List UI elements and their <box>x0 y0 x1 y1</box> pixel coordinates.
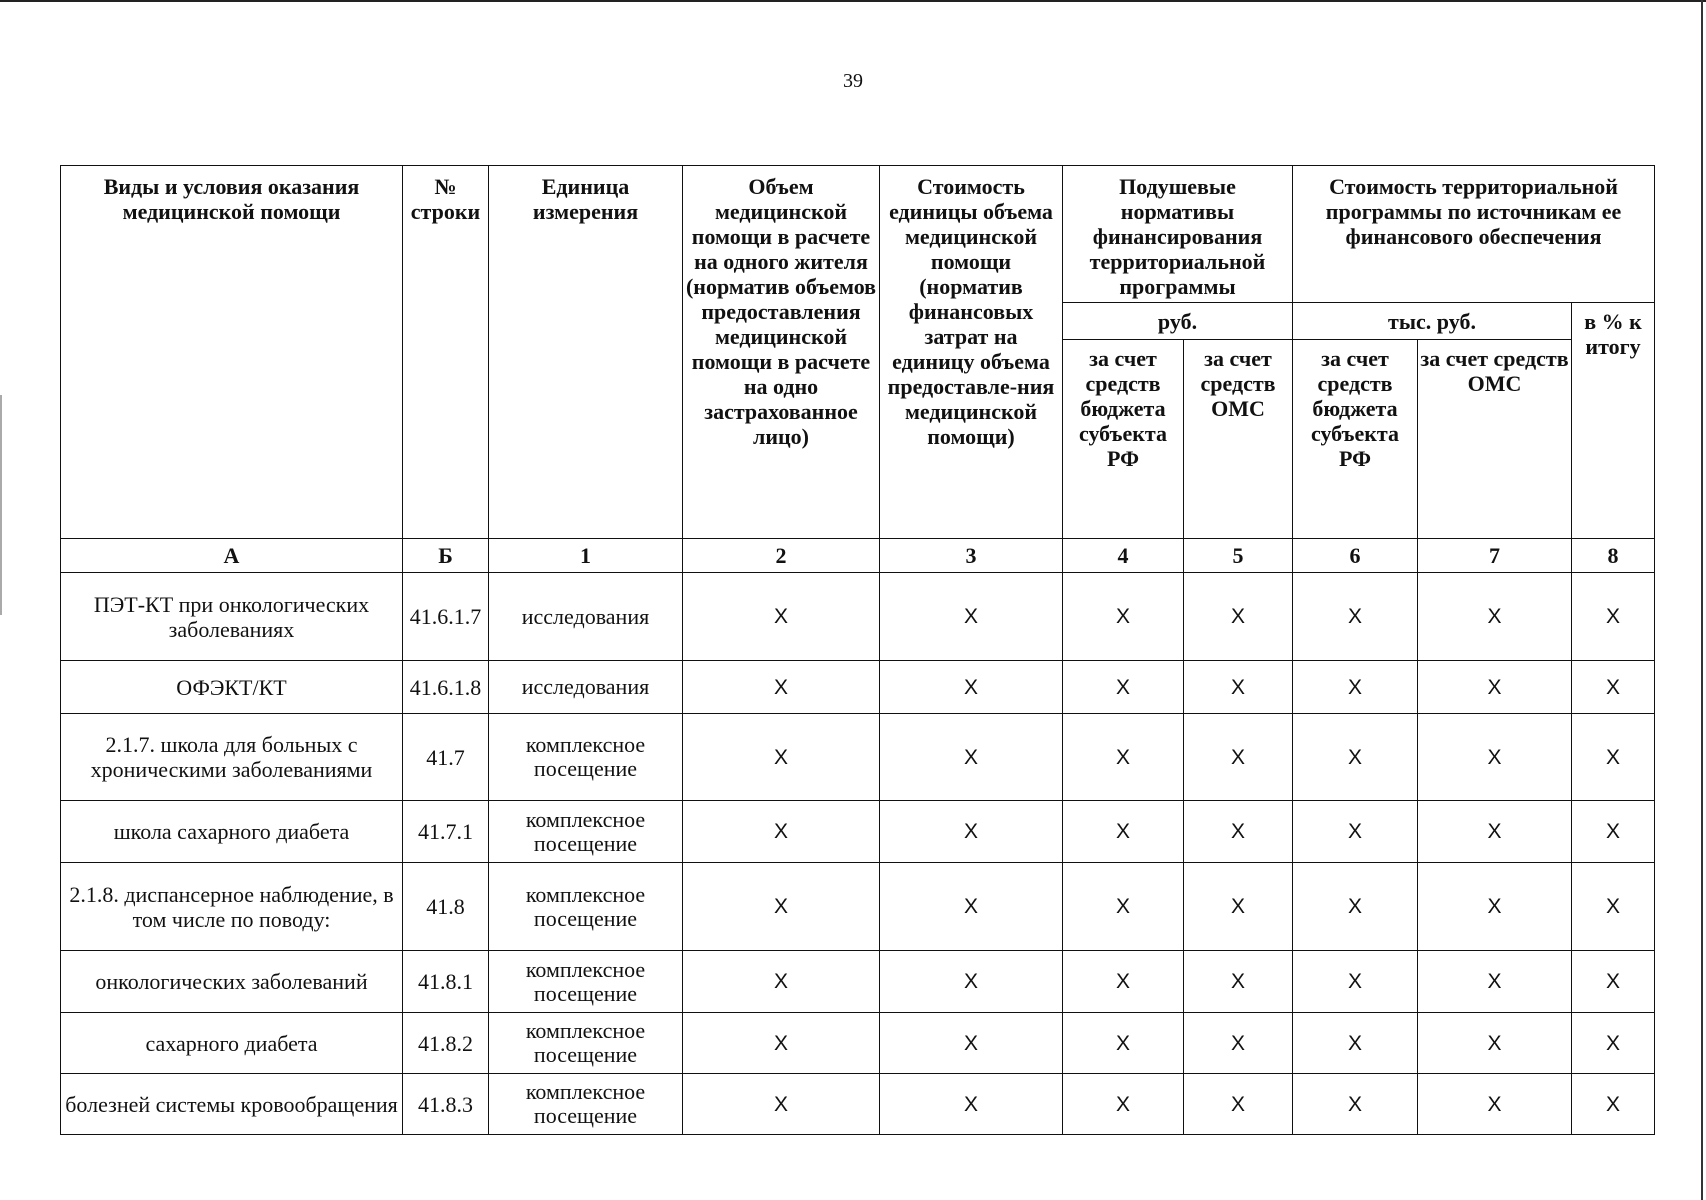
row-name: ПЭТ-КТ при онкологических заболеваниях <box>61 573 403 661</box>
cell-col-6: X <box>1293 1074 1418 1135</box>
cell-col-6: X <box>1293 951 1418 1013</box>
cell-col-2: X <box>683 714 880 801</box>
cell-col-4: X <box>1063 801 1184 863</box>
column-index: 7 <box>1418 539 1572 573</box>
table-row <box>61 801 1655 863</box>
cell-col-5: X <box>1184 951 1293 1013</box>
cell-col-6: X <box>1293 661 1418 714</box>
header-thous-rub: тыс. руб. <box>1293 303 1572 340</box>
cell-col-2: X <box>683 573 880 661</box>
row-name: 2.1.7. школа для больных с хроническими заболеваниями <box>61 714 403 801</box>
cell-col-7: X <box>1418 951 1572 1013</box>
cell-col-3: X <box>880 573 1063 661</box>
column-index: Б <box>403 539 489 573</box>
row-unit: комплексное посещение <box>489 951 683 1013</box>
column-index: 1 <box>489 539 683 573</box>
cell-col-6: X <box>1293 1013 1418 1074</box>
row-number: 41.6.1.8 <box>403 661 489 714</box>
cell-col-7: X <box>1418 661 1572 714</box>
table-row <box>61 863 1655 951</box>
cell-col-8: X <box>1572 863 1655 951</box>
table-row <box>61 714 1655 801</box>
scan-edge-right <box>1701 0 1703 1200</box>
cell-col-2: X <box>683 951 880 1013</box>
header-col-6-budget: за счет средств бюджета субъекта РФ <box>1293 340 1418 539</box>
cell-col-4: X <box>1063 951 1184 1013</box>
column-index: А <box>61 539 403 573</box>
cell-col-5: X <box>1184 661 1293 714</box>
table-row <box>61 573 1655 661</box>
cell-col-7: X <box>1418 801 1572 863</box>
row-number: 41.8.3 <box>403 1074 489 1135</box>
cell-col-4: X <box>1063 1074 1184 1135</box>
cell-col-7: X <box>1418 1013 1572 1074</box>
header-col-4-budget: за счет средств бюджета субъекта РФ <box>1063 340 1184 539</box>
cell-col-8: X <box>1572 951 1655 1013</box>
cell-col-3: X <box>880 1013 1063 1074</box>
column-index: 3 <box>880 539 1063 573</box>
cell-col-6: X <box>1293 801 1418 863</box>
cell-col-5: X <box>1184 1074 1293 1135</box>
cell-col-6: X <box>1293 573 1418 661</box>
row-unit: исследования <box>489 573 683 661</box>
cell-col-6: X <box>1293 863 1418 951</box>
row-name: сахарного диабета <box>61 1013 403 1074</box>
column-index: 4 <box>1063 539 1184 573</box>
cell-col-8: X <box>1572 801 1655 863</box>
cell-col-4: X <box>1063 714 1184 801</box>
row-unit: комплексное посещение <box>489 1074 683 1135</box>
column-index: 2 <box>683 539 880 573</box>
cell-col-4: X <box>1063 573 1184 661</box>
row-unit: комплексное посещение <box>489 714 683 801</box>
header-col-3: Стоимость единицы объема медицинской помощи (норматив финансовых затрат на единицу объема предоставле-ния медицинской помощи) <box>880 166 1063 539</box>
cell-col-2: X <box>683 863 880 951</box>
cell-col-4: X <box>1063 1013 1184 1074</box>
cell-col-7: X <box>1418 573 1572 661</box>
table-row <box>61 1074 1655 1135</box>
cell-col-2: X <box>683 661 880 714</box>
scan-edge-top <box>0 0 1706 2</box>
cell-col-5: X <box>1184 1013 1293 1074</box>
cell-col-2: X <box>683 1013 880 1074</box>
cell-col-5: X <box>1184 801 1293 863</box>
row-unit: комплексное посещение <box>489 863 683 951</box>
scan-edge-left <box>0 395 2 615</box>
cell-col-3: X <box>880 951 1063 1013</box>
row-name: онкологических заболеваний <box>61 951 403 1013</box>
cell-col-4: X <box>1063 661 1184 714</box>
table-row <box>61 951 1655 1013</box>
row-number: 41.8 <box>403 863 489 951</box>
header-percent-total: в % к итогу <box>1572 303 1655 539</box>
cell-col-3: X <box>880 1074 1063 1135</box>
program-cost-table <box>60 165 1655 1135</box>
cell-col-4: X <box>1063 863 1184 951</box>
row-number: 41.7.1 <box>403 801 489 863</box>
row-unit: комплексное посещение <box>489 1013 683 1074</box>
header-col-5-oms: за счет средств ОМС <box>1184 340 1293 539</box>
header-col-2: Объем медицинской помощи в расчете на одного жителя (норматив объемов предоставления медицинской помощи в расчете на одно застрахованное лицо) <box>683 166 880 539</box>
cell-col-3: X <box>880 714 1063 801</box>
header-per-capita-group: Подушевые нормативы финансирования территориальной программы <box>1063 166 1293 303</box>
cell-col-7: X <box>1418 1074 1572 1135</box>
row-number: 41.8.1 <box>403 951 489 1013</box>
cell-col-3: X <box>880 661 1063 714</box>
row-number: 41.8.2 <box>403 1013 489 1074</box>
column-index: 5 <box>1184 539 1293 573</box>
cell-col-8: X <box>1572 661 1655 714</box>
row-name: болезней системы кровообращения <box>61 1074 403 1135</box>
cell-col-8: X <box>1572 573 1655 661</box>
row-number: 41.7 <box>403 714 489 801</box>
header-col-a: Виды и условия оказания медицинской помощи <box>61 166 403 539</box>
cell-col-5: X <box>1184 863 1293 951</box>
cell-col-2: X <box>683 1074 880 1135</box>
header-col-1: Единица измерения <box>489 166 683 539</box>
column-index-row <box>61 539 1655 573</box>
table-row <box>61 1013 1655 1074</box>
header-col-7-oms: за счет средств ОМС <box>1418 340 1572 539</box>
cell-col-8: X <box>1572 714 1655 801</box>
cell-col-5: X <box>1184 714 1293 801</box>
row-name: школа сахарного диабета <box>61 801 403 863</box>
table-row <box>61 661 1655 714</box>
cell-col-5: X <box>1184 573 1293 661</box>
cell-col-2: X <box>683 801 880 863</box>
row-unit: исследования <box>489 661 683 714</box>
row-name: 2.1.8. диспансерное наблюдение, в том числе по поводу: <box>61 863 403 951</box>
cell-col-6: X <box>1293 714 1418 801</box>
page-number: 39 <box>843 70 863 92</box>
row-unit: комплексное посещение <box>489 801 683 863</box>
cell-col-3: X <box>880 801 1063 863</box>
header-cost-group: Стоимость территориальной программы по источникам ее финансового обеспечения <box>1293 166 1655 303</box>
cell-col-8: X <box>1572 1074 1655 1135</box>
header-col-b: № строки <box>403 166 489 539</box>
column-index: 6 <box>1293 539 1418 573</box>
row-number: 41.6.1.7 <box>403 573 489 661</box>
row-name: ОФЭКТ/КТ <box>61 661 403 714</box>
header-rub: руб. <box>1063 303 1293 340</box>
cell-col-3: X <box>880 863 1063 951</box>
cell-col-7: X <box>1418 714 1572 801</box>
cell-col-7: X <box>1418 863 1572 951</box>
column-index: 8 <box>1572 539 1655 573</box>
cell-col-8: X <box>1572 1013 1655 1074</box>
